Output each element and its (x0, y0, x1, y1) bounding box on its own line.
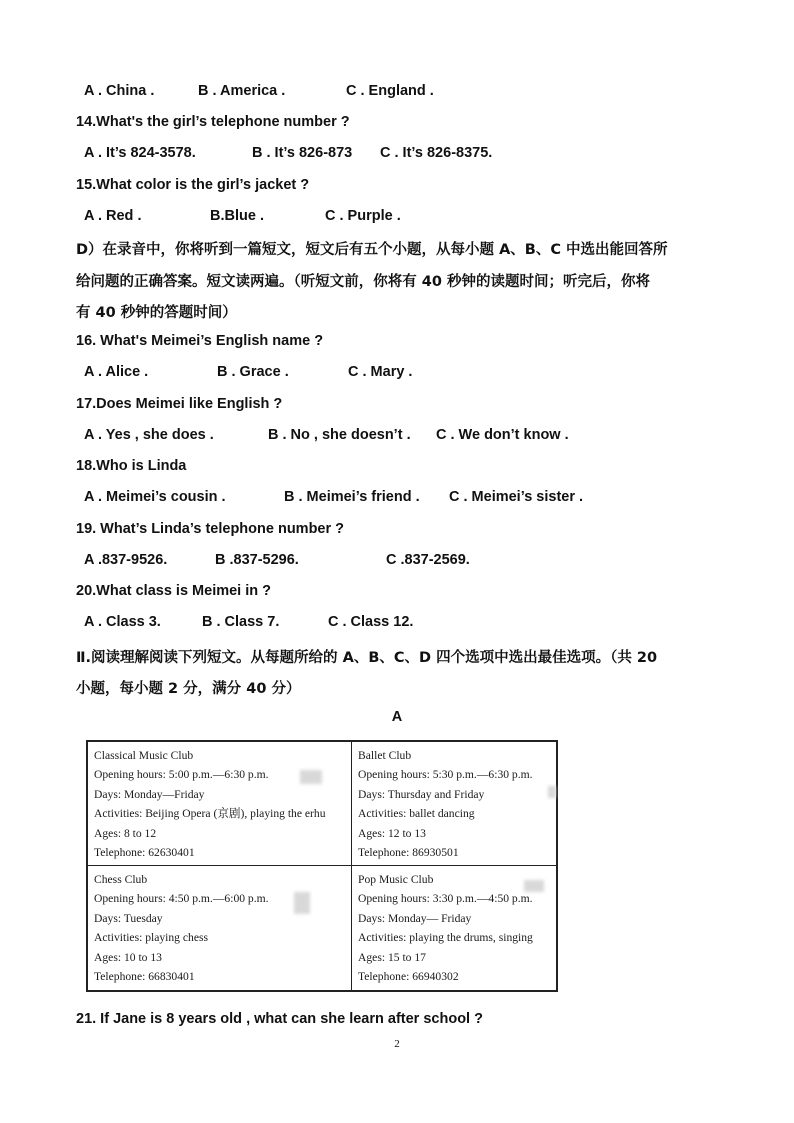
club-ages: Ages: 8 to 12 (94, 826, 157, 840)
option-b: B . America . (198, 83, 286, 99)
club-activities: Activities: ballet dancing (358, 807, 475, 821)
club-hours: Opening hours: 3:30 p.m.—4:50 p.m. (358, 892, 533, 906)
club-days: Days: Monday— Friday (358, 911, 472, 925)
club-activities: Activities: playing chess (94, 931, 208, 945)
option-c: C .837-2569. (386, 552, 470, 568)
scan-smudge (524, 880, 544, 892)
club-name: Ballet Club (358, 749, 412, 762)
option-c: C . Meimei’s sister . (449, 489, 584, 505)
scan-smudge (548, 786, 556, 798)
option-b: B .837-5296. (215, 552, 299, 568)
club-telephone: Telephone: 66830401 (94, 970, 195, 984)
club-card-ballet (352, 742, 556, 866)
scan-smudge (294, 892, 310, 914)
club-name: Pop Music Club (358, 873, 434, 886)
club-hours: Opening hours: 5:30 p.m.—6:30 p.m. (358, 768, 533, 782)
option-a: A . Yes , she does . (84, 427, 214, 443)
club-telephone: Telephone: 62630401 (94, 846, 195, 860)
club-activities: Activities: playing the drums, singing (358, 931, 533, 945)
option-c: C . Purple . (325, 208, 401, 224)
page-number: 2 (394, 1038, 400, 1050)
club-days: Days: Tuesday (94, 911, 163, 925)
club-table (86, 740, 558, 992)
option-b: B.Blue . (210, 208, 264, 224)
club-name: Chess Club (94, 873, 148, 886)
club-days: Days: Monday—Friday (94, 787, 205, 801)
passage-label: A (391, 709, 403, 725)
option-b: B . Class 7. (202, 614, 280, 630)
option-a: A . Meimei’s cousin . (84, 489, 226, 505)
club-card-classical-music (88, 742, 352, 866)
club-activities: Activities: Beijing Opera (京剧), playing the erhu (94, 807, 326, 821)
club-telephone: Telephone: 66940302 (358, 970, 459, 984)
option-a: A . Class 3. (84, 614, 161, 630)
option-a: A . Red . (84, 208, 142, 224)
option-c: C . Class 12. (328, 614, 414, 630)
option-b: B . Meimei’s friend . (284, 489, 420, 505)
club-name: Classical Music Club (94, 749, 194, 762)
club-ages: Ages: 10 to 13 (94, 950, 162, 964)
club-days: Days: Thursday and Friday (358, 787, 485, 801)
club-hours: Opening hours: 4:50 p.m.—6:00 p.m. (94, 892, 269, 906)
option-c: C . We don’t know . (436, 427, 569, 443)
club-ages: Ages: 12 to 13 (358, 826, 426, 840)
option-a: A . It’s 824-3578. (84, 145, 196, 161)
option-c: C . Mary . (348, 364, 413, 380)
option-b: B . It’s 826-873 (252, 145, 353, 161)
club-card-chess (88, 866, 352, 990)
option-c: C . England . (346, 83, 434, 99)
option-c: C . It’s 826-8375. (380, 145, 493, 161)
option-a: A .837-9526. (84, 552, 168, 568)
option-b: B . Grace . (217, 364, 289, 380)
option-a: A . Alice . (84, 364, 149, 380)
scan-smudge (300, 770, 322, 784)
option-b: B . No , she doesn’t . (268, 427, 411, 443)
club-ages: Ages: 15 to 17 (358, 950, 426, 964)
club-telephone: Telephone: 86930501 (358, 846, 459, 860)
club-hours: Opening hours: 5:00 p.m.—6:30 p.m. (94, 768, 269, 782)
option-a: A . China . (84, 83, 155, 99)
